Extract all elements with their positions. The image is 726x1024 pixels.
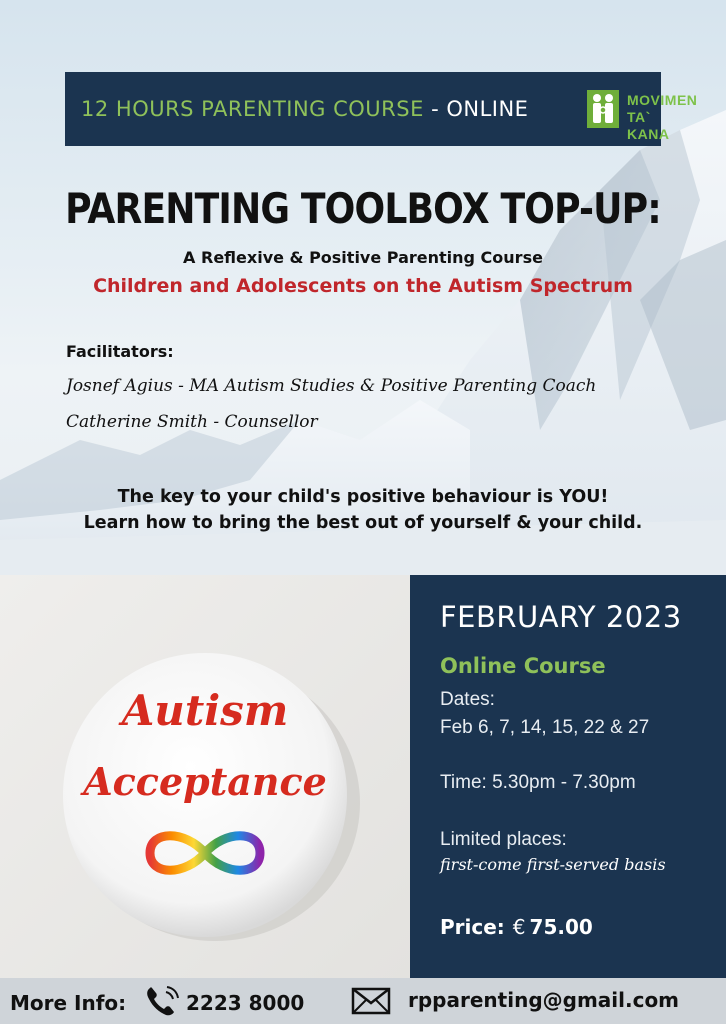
logo-line-1: MOVIMEN xyxy=(627,92,698,108)
facilitator-2: Catherine Smith - Counsellor xyxy=(66,412,318,432)
phone-number[interactable]: 2223 8000 xyxy=(186,991,305,1015)
price-value: 75.00 xyxy=(529,915,593,939)
course-banner xyxy=(65,72,698,146)
phone-icon xyxy=(144,984,182,1018)
course-format: Online Course xyxy=(440,654,606,678)
email-address[interactable]: rpparenting@gmail.com xyxy=(408,988,680,1012)
organisation-logo xyxy=(627,92,697,143)
course-label: 12 HOURS PARENTING COURSE xyxy=(81,97,424,121)
banner-separator: - xyxy=(431,97,440,121)
dates-label: Dates: xyxy=(440,689,495,710)
course-dates: Feb 6, 7, 14, 15, 22 & 27 xyxy=(440,717,650,738)
course-price xyxy=(440,915,593,939)
banner-text xyxy=(81,97,528,121)
page-title: PARENTING TOOLBOX TOP-UP: xyxy=(65,184,661,233)
course-time: Time: 5.30pm - 7.30pm xyxy=(440,772,636,793)
envelope-icon xyxy=(351,987,391,1015)
contact-footer xyxy=(0,978,726,1024)
course-month: FEBRUARY 2023 xyxy=(440,600,682,634)
currency-symbol: € xyxy=(512,915,526,939)
logo-line-2: TA` KANA xyxy=(627,109,670,142)
facilitators-heading: Facilitators: xyxy=(66,342,174,361)
facilitator-1: Josnef Agius - MA Autism Studies & Positive Parenting Coach xyxy=(66,376,597,396)
badge-graphic xyxy=(0,575,410,978)
badge-line-1: Autism xyxy=(121,686,289,735)
autism-acceptance-badge-photo xyxy=(0,575,410,978)
course-details-panel xyxy=(410,575,726,978)
booking-basis: first-come first-served basis xyxy=(440,855,666,874)
tagline-line-2: Learn how to bring the best out of yourself & your child. xyxy=(83,513,643,533)
tagline-line-1: The key to your child's positive behaviour is YOU! xyxy=(117,487,609,507)
course-subtitle: A Reflexive & Positive Parenting Course xyxy=(183,248,543,267)
limited-places: Limited places: xyxy=(440,829,567,850)
badge-line-2: Acceptance xyxy=(83,759,327,804)
course-mode: ONLINE xyxy=(446,97,529,121)
course-focus: Children and Adolescents on the Autism Spectrum xyxy=(93,275,633,297)
price-label: Price: xyxy=(440,915,505,939)
more-info-label: More Info: xyxy=(10,991,127,1015)
family-icon xyxy=(587,90,619,128)
